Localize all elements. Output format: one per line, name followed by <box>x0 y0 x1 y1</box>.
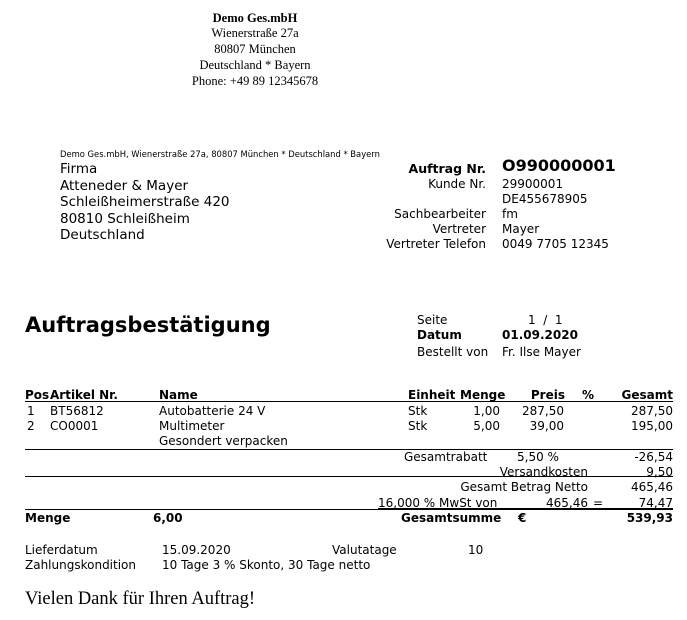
row-article: CO0001 <box>50 419 99 433</box>
recipient-line: Firma <box>60 161 98 177</box>
delivery-value: 15.09.2020 <box>162 543 231 557</box>
recipient-line: Atteneder & Mayer <box>60 177 189 194</box>
quantity-value: 6,00 <box>153 511 183 525</box>
row-unit: Stk <box>408 404 428 418</box>
customer-number: 29900001 <box>502 177 564 191</box>
row-price: 39,00 <box>529 419 564 433</box>
company-phone: Phone: +49 89 12345678 <box>191 74 319 88</box>
page-label: Seite <box>417 313 448 327</box>
date-label: Datum <box>417 328 462 342</box>
grand-total-value: 539,93 <box>626 511 673 525</box>
company-country: Deutschland * Bayern <box>199 58 311 72</box>
col-header-qty: Menge <box>460 388 506 402</box>
customer-number-label: Kunde Nr. <box>428 177 486 191</box>
valuta-value: 10 <box>468 543 484 557</box>
payment-label: Zahlungskondition <box>25 558 136 572</box>
date-value: 01.09.2020 <box>502 328 578 342</box>
row-qty: 5,00 <box>473 419 500 433</box>
vat-base: 465,46 <box>546 496 588 510</box>
document-title: Auftragsbestätigung <box>25 313 271 337</box>
rep-phone-label: Vertreter Telefon <box>386 237 486 251</box>
recipient-line: Deutschland <box>60 227 145 244</box>
row-qty: 1,00 <box>473 404 500 418</box>
order-number-label: Auftrag Nr. <box>408 161 486 176</box>
net-value: 465,46 <box>631 480 673 494</box>
vat-equals: = <box>593 496 604 510</box>
row-unit: Stk <box>408 419 428 433</box>
currency-symbol: € <box>518 511 527 525</box>
page-value: 1 / 1 <box>528 313 563 327</box>
discount-label: Gesamtrabatt <box>404 450 488 464</box>
ordered-by-label: Bestellt von <box>417 345 489 359</box>
row-note: Gesondert verpacken <box>159 434 288 448</box>
company-street: Wienerstraße 27a <box>211 26 299 40</box>
rows-divider <box>25 449 673 450</box>
net-label: Gesamt Betrag Netto <box>460 480 588 494</box>
company-city: 80807 München <box>214 42 296 56</box>
rep-phone-value: 0049 7705 12345 <box>502 237 609 251</box>
col-header-pct: % <box>582 388 595 402</box>
company-name: Demo Ges.mbH <box>212 11 298 25</box>
col-header-name: Name <box>159 388 198 402</box>
row-name: Autobatterie 24 V <box>159 404 266 418</box>
col-header-price: Preis <box>530 388 565 402</box>
vat-id: DE455678905 <box>502 192 588 206</box>
shipping-value: 9,50 <box>646 465 673 479</box>
rep-value: Mayer <box>502 222 540 236</box>
col-header-unit: Einheit <box>408 388 456 402</box>
discount-value: -26,54 <box>634 450 673 464</box>
clerk-label: Sachbearbeiter <box>394 207 486 221</box>
order-number: O990000001 <box>502 156 616 175</box>
ordered-by-value: Fr. Ilse Mayer <box>502 345 581 359</box>
discount-pct: 5,50 % <box>517 450 559 464</box>
row-total: 287,50 <box>631 404 673 418</box>
sender-line: Demo Ges.mbH, Wienerstraße 27a, 80807 München * Deutschland * Bayern <box>60 149 380 159</box>
col-header-total: Gesamt <box>621 388 673 402</box>
vat-value: 74,47 <box>638 496 673 510</box>
row-price: 287,50 <box>522 404 564 418</box>
recipient-line: 80810 Schleißheim <box>60 210 190 227</box>
clerk-value: fm <box>502 207 518 221</box>
total-topline <box>25 509 673 510</box>
quantity-label: Menge <box>25 511 71 525</box>
row-pos: 1 <box>27 404 35 418</box>
payment-value: 10 Tage 3 % Skonto, 30 Tage netto <box>162 558 371 572</box>
recipient-line: Schleißheimerstraße 420 <box>60 194 230 211</box>
row-total: 195,00 <box>631 419 673 433</box>
delivery-label: Lieferdatum <box>25 543 98 557</box>
col-header-article: Artikel Nr. <box>50 388 118 402</box>
row-name: Multimeter <box>159 419 225 433</box>
rep-label: Vertreter <box>432 222 486 236</box>
row-pos: 2 <box>27 419 35 433</box>
recipient-address <box>60 161 230 244</box>
col-header-pos: Pos <box>25 388 50 402</box>
thank-you-note: Vielen Dank für Ihren Auftrag! <box>25 589 256 609</box>
valuta-label: Valutatage <box>332 543 397 557</box>
header-underline <box>25 401 673 402</box>
vat-label: 16,000 % MwSt von <box>378 496 498 510</box>
shipping-label: Versandkosten <box>499 465 588 479</box>
grand-total-label: Gesamtsumme <box>401 511 502 525</box>
row-article: BT56812 <box>50 404 104 418</box>
